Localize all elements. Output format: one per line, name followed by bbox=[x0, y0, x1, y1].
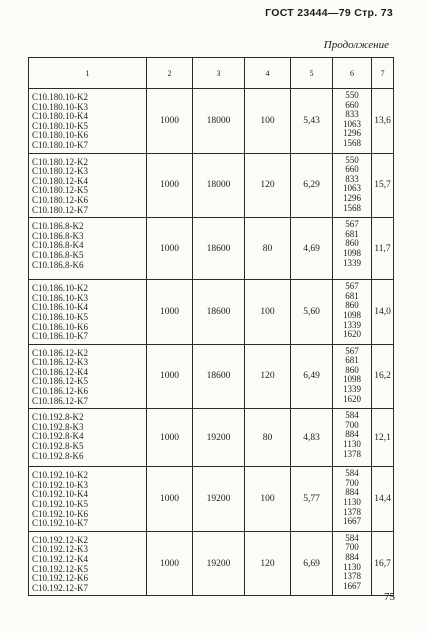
page-number: 75 bbox=[384, 591, 395, 603]
mark-line: C10.180.10-K2 bbox=[32, 92, 88, 102]
mark-line: C10.180.10-K3 bbox=[32, 101, 88, 112]
cell-c4: 120 bbox=[245, 531, 291, 596]
value-line: 1378 bbox=[343, 448, 361, 459]
table-row bbox=[29, 531, 394, 596]
mark-line: C10.180.12-K6 bbox=[32, 194, 88, 205]
mark-line: C10.180.10-K4 bbox=[32, 111, 88, 122]
cell-c5: 4,69 bbox=[291, 218, 333, 280]
value-line: 884 bbox=[345, 429, 359, 440]
cell-c4: 80 bbox=[245, 218, 291, 280]
cell-c5: 5,43 bbox=[291, 89, 333, 154]
value-line: 550 bbox=[345, 154, 359, 165]
cell-marks bbox=[29, 467, 147, 532]
column-header-5: 5 bbox=[291, 58, 333, 89]
column-header-1: 1 bbox=[29, 58, 147, 89]
mark-line: C10.186.12-K5 bbox=[32, 376, 88, 387]
mark-line: C10.192.12-K5 bbox=[32, 563, 88, 574]
table-row bbox=[29, 89, 394, 154]
value-line: 1339 bbox=[343, 257, 361, 268]
mark-line: C10.180.12-K3 bbox=[32, 166, 88, 177]
value-line: 1568 bbox=[343, 202, 361, 213]
cell-c2: 1000 bbox=[147, 531, 193, 596]
mark-line: C10.186.10-K5 bbox=[32, 311, 88, 322]
mark-line: C10.192.8-K5 bbox=[32, 441, 84, 452]
table-row bbox=[29, 280, 394, 345]
value-line: 1620 bbox=[343, 393, 361, 404]
cell-c2: 1000 bbox=[147, 344, 193, 409]
mark-line: C10.180.10-K6 bbox=[32, 130, 88, 141]
column-header-4: 4 bbox=[245, 58, 291, 89]
cell-marks bbox=[29, 89, 147, 154]
cell-c2: 1000 bbox=[147, 280, 193, 345]
mark-line: C10.186.10-K6 bbox=[32, 321, 88, 332]
cell-c4: 120 bbox=[245, 344, 291, 409]
cell-c7: 11,7 bbox=[372, 218, 394, 280]
table-row bbox=[29, 218, 394, 280]
continuation-label: Продолжение bbox=[323, 39, 389, 51]
mark-line: C10.192.10-K3 bbox=[32, 479, 88, 490]
cell-c5: 5,60 bbox=[291, 280, 333, 345]
mark-line: C10.192.12-K3 bbox=[32, 544, 88, 555]
cell-c7: 12,1 bbox=[372, 409, 394, 467]
mark-line: C10.192.8-K3 bbox=[32, 421, 84, 432]
cell-c6 bbox=[333, 531, 372, 596]
value-line: 567 bbox=[345, 281, 359, 292]
mark-line: C10.186.10-K3 bbox=[32, 292, 88, 303]
value-line: 1063 bbox=[343, 183, 361, 194]
value-line: 700 bbox=[345, 477, 359, 488]
value-line: 567 bbox=[345, 345, 359, 356]
value-line: 1296 bbox=[343, 128, 361, 139]
value-line: 681 bbox=[345, 290, 359, 301]
mark-line: C10.186.8-K6 bbox=[32, 259, 84, 270]
cell-c6 bbox=[333, 344, 372, 409]
cell-c3: 18000 bbox=[193, 153, 245, 218]
value-line: 1130 bbox=[343, 439, 361, 450]
value-line: 681 bbox=[345, 355, 359, 366]
cell-c5: 6,49 bbox=[291, 344, 333, 409]
cell-c4: 100 bbox=[245, 280, 291, 345]
cell-c5: 6,29 bbox=[291, 153, 333, 218]
cell-c6 bbox=[333, 467, 372, 532]
value-line: 1098 bbox=[343, 309, 361, 320]
mark-line: C10.180.12-K2 bbox=[32, 156, 88, 167]
cell-c5: 6,69 bbox=[291, 531, 333, 596]
cell-marks bbox=[29, 153, 147, 218]
cell-c6 bbox=[333, 89, 372, 154]
column-header-6: 6 bbox=[333, 58, 372, 89]
value-line: 1568 bbox=[343, 137, 361, 148]
cell-marks bbox=[29, 531, 147, 596]
mark-line: C10.180.12-K5 bbox=[32, 185, 88, 196]
mark-line: C10.192.12-K4 bbox=[32, 554, 88, 564]
cell-c3: 18000 bbox=[193, 89, 245, 154]
mark-line: C10.192.8-K6 bbox=[32, 450, 84, 461]
mark-line: C10.192.10-K2 bbox=[32, 470, 88, 481]
cell-c7: 16,7 bbox=[372, 531, 394, 596]
value-line: 1098 bbox=[343, 247, 361, 258]
mark-line: C10.192.12-K6 bbox=[32, 573, 88, 584]
cell-c6 bbox=[333, 409, 372, 467]
cell-c7: 14,0 bbox=[372, 280, 394, 345]
table-row bbox=[29, 344, 394, 409]
table-row bbox=[29, 467, 394, 532]
value-line: 1378 bbox=[343, 506, 361, 517]
value-line: 860 bbox=[345, 364, 359, 375]
cell-c3: 19200 bbox=[193, 531, 245, 596]
value-line: 1378 bbox=[343, 571, 361, 582]
mark-line: C10.186.12-K6 bbox=[32, 386, 88, 397]
value-line: 1667 bbox=[343, 516, 361, 527]
mark-line: C10.192.10-K4 bbox=[32, 489, 88, 500]
mark-line: C10.192.12-K7 bbox=[32, 582, 88, 593]
cell-c5: 5,77 bbox=[291, 467, 333, 532]
cell-c3: 19200 bbox=[193, 467, 245, 532]
value-line: 1130 bbox=[343, 497, 361, 508]
mark-line: C10.186.12-K7 bbox=[32, 395, 88, 406]
value-line: 584 bbox=[345, 410, 359, 421]
mark-line: C10.180.12-K7 bbox=[32, 204, 88, 215]
mark-line: C10.186.12-K2 bbox=[32, 347, 88, 358]
value-line: 860 bbox=[345, 238, 359, 249]
mark-line: C10.186.10-K4 bbox=[32, 302, 88, 313]
cell-c3: 18600 bbox=[193, 280, 245, 345]
cell-c4: 100 bbox=[245, 89, 291, 154]
cell-c2: 1000 bbox=[147, 218, 193, 280]
table-row bbox=[29, 409, 394, 467]
value-line: 1063 bbox=[343, 118, 361, 129]
mark-line: C10.186.8-K4 bbox=[32, 240, 84, 251]
cell-c2: 1000 bbox=[147, 153, 193, 218]
value-line: 1667 bbox=[343, 580, 361, 591]
value-line: 660 bbox=[345, 164, 359, 175]
cell-marks bbox=[29, 218, 147, 280]
mark-line: C10.192.10-K7 bbox=[32, 518, 88, 529]
mark-line: C10.186.12-K4 bbox=[32, 366, 88, 377]
table-body bbox=[29, 89, 394, 596]
cell-c7: 13,6 bbox=[372, 89, 394, 154]
mark-line: C10.186.12-K3 bbox=[32, 357, 88, 368]
mark-line: C10.180.10-K5 bbox=[32, 120, 88, 131]
table-header-row bbox=[29, 58, 394, 89]
cell-c3: 18600 bbox=[193, 344, 245, 409]
value-line: 1339 bbox=[343, 384, 361, 395]
value-line: 550 bbox=[345, 90, 359, 100]
cell-marks bbox=[29, 344, 147, 409]
value-line: 700 bbox=[345, 542, 359, 553]
cell-c4: 80 bbox=[245, 409, 291, 467]
page-header: ГОСТ 23444—79 Стр. 73 bbox=[265, 7, 393, 19]
value-line: 860 bbox=[345, 300, 359, 311]
mark-line: C10.186.10-K2 bbox=[32, 283, 88, 294]
value-line: 833 bbox=[345, 109, 359, 120]
table-row bbox=[29, 153, 394, 218]
cell-c2: 1000 bbox=[147, 467, 193, 532]
mark-line: C10.186.8-K2 bbox=[32, 221, 84, 232]
value-line: 660 bbox=[345, 99, 359, 110]
cell-c4: 100 bbox=[245, 467, 291, 532]
data-table bbox=[28, 57, 394, 596]
cell-c6 bbox=[333, 218, 372, 280]
value-line: 1620 bbox=[343, 329, 361, 340]
mark-line: C10.180.10-K7 bbox=[32, 139, 88, 150]
mark-line: C10.192.8-K4 bbox=[32, 431, 84, 442]
value-line: 884 bbox=[345, 487, 359, 498]
value-line: 1130 bbox=[343, 561, 361, 572]
value-line: 681 bbox=[345, 228, 359, 239]
cell-marks bbox=[29, 280, 147, 345]
value-line: 584 bbox=[345, 468, 359, 479]
cell-marks bbox=[29, 409, 147, 467]
value-line: 584 bbox=[345, 532, 359, 543]
cell-c6 bbox=[333, 280, 372, 345]
mark-line: C10.186.8-K5 bbox=[32, 249, 84, 260]
value-line: 1098 bbox=[343, 374, 361, 385]
mark-line: C10.192.10-K6 bbox=[32, 508, 88, 519]
mark-line: C10.180.12-K4 bbox=[32, 175, 88, 186]
mark-line: C10.192.10-K5 bbox=[32, 499, 88, 510]
value-line: 833 bbox=[345, 173, 359, 184]
cell-c2: 1000 bbox=[147, 89, 193, 154]
cell-c3: 19200 bbox=[193, 409, 245, 467]
cell-c3: 18600 bbox=[193, 218, 245, 280]
mark-line: C10.186.8-K3 bbox=[32, 230, 84, 241]
cell-c7: 16,2 bbox=[372, 344, 394, 409]
column-header-3: 3 bbox=[193, 58, 245, 89]
cell-c4: 120 bbox=[245, 153, 291, 218]
cell-c2: 1000 bbox=[147, 409, 193, 467]
cell-c7: 14,4 bbox=[372, 467, 394, 532]
column-header-7: 7 bbox=[372, 58, 394, 89]
column-header-2: 2 bbox=[147, 58, 193, 89]
value-line: 567 bbox=[345, 219, 359, 230]
mark-line: C10.192.12-K2 bbox=[32, 534, 88, 545]
value-line: 1296 bbox=[343, 192, 361, 203]
mark-line: C10.192.8-K2 bbox=[32, 412, 84, 423]
value-line: 700 bbox=[345, 419, 359, 430]
mark-line: C10.186.10-K7 bbox=[32, 331, 88, 342]
cell-c7: 15,7 bbox=[372, 153, 394, 218]
value-line: 884 bbox=[345, 552, 359, 562]
value-line: 1339 bbox=[343, 319, 361, 330]
cell-c6 bbox=[333, 153, 372, 218]
cell-c5: 4,83 bbox=[291, 409, 333, 467]
